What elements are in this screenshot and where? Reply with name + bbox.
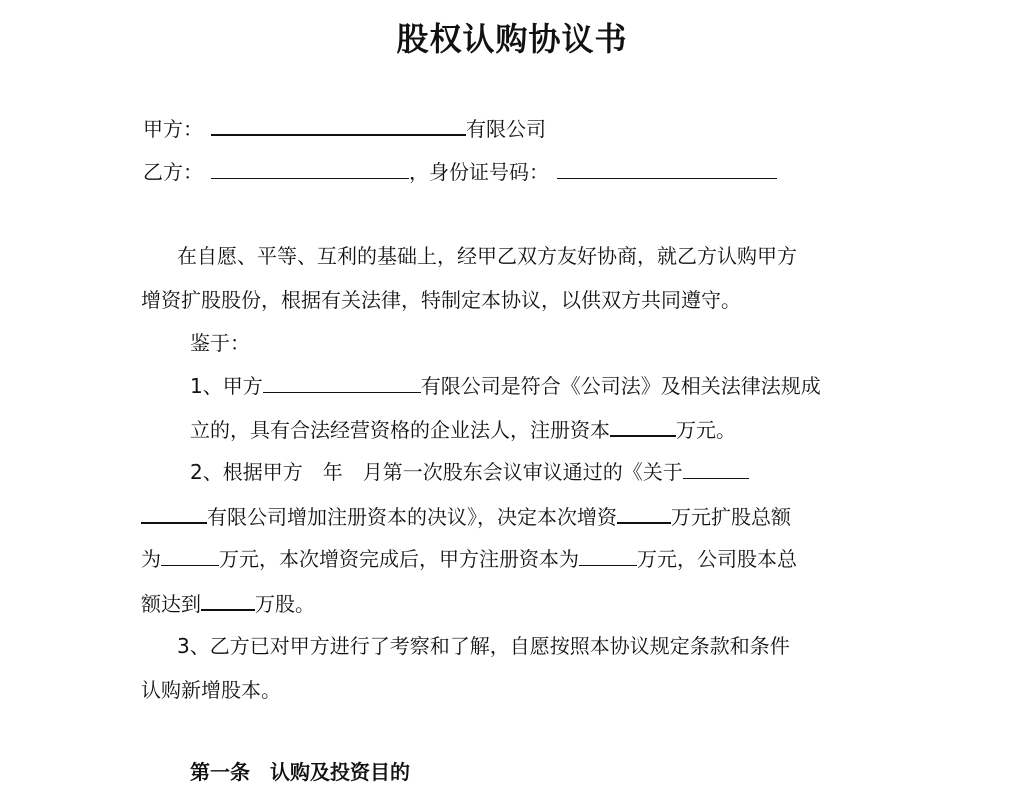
clause-1-line-1 <box>190 372 821 400</box>
clause-2-text-e: 万元，本次增资完成后，甲方注册资本为 <box>219 547 579 571</box>
document-title: 股权认购协议书 <box>396 20 628 58</box>
total-shares-blank[interactable] <box>201 589 255 611</box>
clause-2-text-f: 万元，公司股本总 <box>637 547 797 571</box>
clause-3-line-2: 认购新增股本。 <box>141 678 281 702</box>
clause-2-line-1 <box>190 458 749 486</box>
total-expansion-blank[interactable] <box>161 545 219 566</box>
clause-2-text-g: 额达到 <box>141 592 201 616</box>
clause-2-text-b: 有限公司增加注册资本的决议》，决定本次增资 <box>207 505 617 529</box>
party-a-suffix: 有限公司 <box>466 117 546 141</box>
clause-2-line-4 <box>141 589 315 617</box>
clause-1-text-b: 有限公司是符合《公司法》及相关法律法规成 <box>420 374 821 398</box>
party-b-label: 乙方： <box>143 160 203 184</box>
party-b-name-blank[interactable] <box>211 158 409 179</box>
intro-line-1: 在自愿、平等、互利的基础上，经甲乙双方友好协商，就乙方认购甲方 <box>177 244 797 268</box>
clause-2-text-d: 为 <box>141 547 161 571</box>
party-b-line <box>143 158 777 186</box>
clause-2-line-2 <box>141 502 791 530</box>
whereas-heading: 鉴于： <box>190 331 250 355</box>
clause-3-line-1: 3、乙方已对甲方进行了考察和了解，自愿按照本协议规定条款和条件 <box>177 634 790 658</box>
capital-increase-blank[interactable] <box>617 502 671 524</box>
party-b-id-label: ，身份证号码： <box>409 160 549 184</box>
clause-1-company-blank[interactable] <box>263 372 421 393</box>
resolution-company-blank[interactable] <box>683 458 749 479</box>
clause-2-text-c: 万元扩股总额 <box>671 505 791 529</box>
clause-1-text-a: 1、甲方 <box>190 374 263 398</box>
registered-capital-blank[interactable] <box>610 415 676 437</box>
resolution-company-blank-cont[interactable] <box>141 502 207 524</box>
clause-2-line-3 <box>141 545 797 573</box>
party-a-label: 甲方： <box>143 117 203 141</box>
clause-1-line-2 <box>190 415 736 443</box>
party-a-name-blank[interactable] <box>211 114 466 136</box>
clause-2-text-a: 2、根据甲方 年 月第一次股东会议审议通过的《关于 <box>190 460 683 484</box>
intro-line-2: 增资扩股股份，根据有关法律，特制定本协议，以供双方共同遵守。 <box>141 288 741 312</box>
article-1-heading: 第一条 认购及投资目的 <box>190 760 410 784</box>
party-a-line <box>143 114 546 142</box>
party-b-id-blank[interactable] <box>557 158 777 179</box>
clause-1-text-c: 立的，具有合法经营资格的企业法人，注册资本 <box>190 418 610 442</box>
clause-2-text-h: 万股。 <box>255 592 315 616</box>
clause-1-text-d: 万元。 <box>676 418 736 442</box>
new-registered-capital-blank[interactable] <box>579 545 637 566</box>
